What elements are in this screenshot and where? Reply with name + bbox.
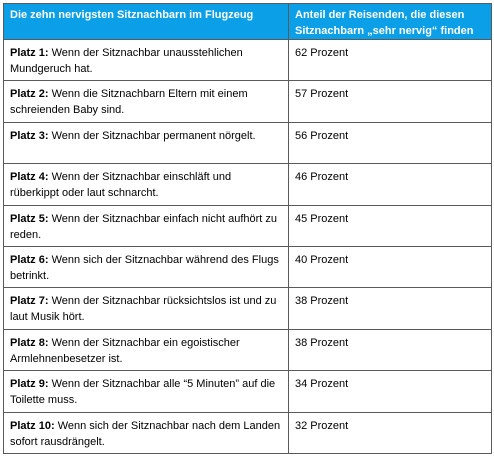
description-cell	[4, 81, 289, 122]
table-row	[4, 81, 492, 122]
table-row	[4, 40, 492, 81]
description-cell	[4, 246, 289, 287]
percentage-cell: 40 Prozent	[289, 246, 492, 287]
rank-label: Platz 8:	[10, 336, 49, 349]
rank-label: Platz 10:	[10, 419, 55, 432]
description-cell	[4, 329, 289, 370]
percentage-cell: 32 Prozent	[289, 412, 492, 453]
rank-label: Platz 7:	[10, 295, 49, 308]
description-cell	[4, 412, 289, 453]
description-text: Wenn der Sitznachbar ein egoistischer Armlehnenbesetzer ist.	[10, 336, 240, 365]
rank-label: Platz 4:	[10, 171, 49, 184]
percentage-cell: 34 Prozent	[289, 371, 492, 412]
percentage-cell: 57 Prozent	[289, 81, 492, 122]
description-text: Wenn der Sitznachbar einschläft und rüberkippt oder laut schnarcht.	[10, 171, 232, 200]
description-text: Wenn sich der Sitznachbar während des Flugs betrinkt.	[10, 253, 279, 282]
description-text: Wenn der Sitznachbar unausstehlichen Mundgeruch hat.	[10, 47, 243, 75]
description-text: Wenn der Sitznachbar rücksichtslos ist und zu laut Musik hört.	[10, 295, 277, 324]
ranking-table-container	[3, 3, 491, 453]
percentage-cell: 46 Prozent	[289, 164, 492, 205]
description-cell	[4, 164, 289, 205]
percentage-cell: 38 Prozent	[289, 329, 492, 370]
percentage-cell: 38 Prozent	[289, 288, 492, 329]
rank-label: Platz 9:	[10, 378, 49, 391]
description-cell	[4, 371, 289, 412]
table-row	[4, 288, 492, 329]
ranking-table	[3, 3, 492, 454]
table-header-row	[4, 4, 492, 40]
description-text: Wenn der Sitznachbar einfach nicht aufhört zu reden.	[10, 212, 278, 241]
rank-label: Platz 6:	[10, 253, 49, 266]
percentage-cell: 45 Prozent	[289, 205, 492, 246]
table-row	[4, 412, 492, 453]
description-cell	[4, 205, 289, 246]
table-row	[4, 205, 492, 246]
rank-label: Platz 2:	[10, 88, 49, 101]
table-row	[4, 246, 492, 287]
description-text: Wenn der Sitznachbar alle “5 Minuten” auf die Toilette muss.	[10, 378, 276, 407]
rank-label: Platz 3:	[10, 129, 49, 142]
table-row	[4, 329, 492, 370]
description-text: Wenn sich der Sitznachbar nach dem Landen sofort rausdrängelt.	[10, 419, 281, 448]
description-cell	[4, 288, 289, 329]
percentage-cell: 62 Prozent	[289, 40, 492, 81]
percentage-cell: 56 Prozent	[289, 122, 492, 163]
description-text: Wenn die Sitznachbarn Eltern mit einem schreienden Baby sind.	[10, 88, 248, 117]
table-row	[4, 371, 492, 412]
table-row	[4, 164, 492, 205]
description-cell	[4, 122, 289, 163]
header-category: Die zehn nervigsten Sitznachbarn im Flugzeug	[4, 4, 289, 40]
header-share: Anteil der Reisenden, die diesen Sitznachbarn „sehr nervig“ finden	[289, 4, 492, 40]
rank-label: Platz 1:	[10, 47, 49, 59]
table-row	[4, 122, 492, 163]
description-text: Wenn der Sitznachbar permanent nörgelt.	[48, 129, 256, 142]
rank-label: Platz 5:	[10, 212, 49, 225]
description-cell	[4, 40, 289, 81]
